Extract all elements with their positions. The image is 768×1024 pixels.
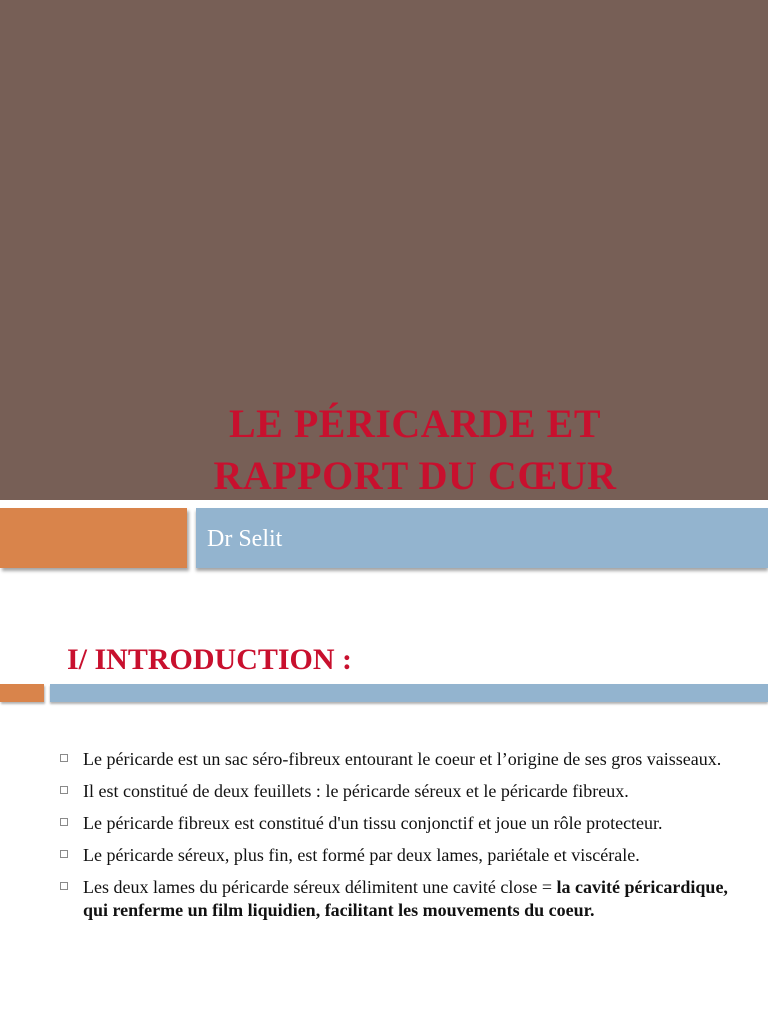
- hollow-square-bullet-icon: [60, 882, 68, 890]
- hollow-square-bullet-icon: [60, 786, 68, 794]
- list-item-text: Le péricarde séreux, plus fin, est formé par deux lames, pariétale et viscérale.: [83, 845, 640, 865]
- slide-title: [150, 398, 680, 502]
- list-item: [58, 748, 748, 771]
- list-item-text: Il est constitué de deux feuillets : le péricarde séreux et le péricarde fibreux.: [83, 781, 629, 801]
- orange-accent-bar: [0, 508, 187, 568]
- list-item-bold-text: la cavité péricardique, qui renferme un film liquidien, facilitant les mouvements du coeur.: [83, 877, 728, 920]
- list-item: [58, 780, 748, 803]
- slide-subtitle-author: Dr Selit: [207, 526, 283, 552]
- content-slide: [0, 578, 768, 1024]
- list-item: [58, 876, 748, 922]
- bullet-list: [58, 748, 748, 931]
- slide-title-line-2: RAPPORT DU CŒUR: [213, 453, 617, 498]
- section-heading: I/ INTRODUCTION :: [67, 643, 353, 676]
- hollow-square-bullet-icon: [60, 818, 68, 826]
- list-item-text: Les deux lames du péricarde séreux délimitent une cavité close =: [83, 877, 557, 897]
- hollow-square-bullet-icon: [60, 850, 68, 858]
- list-item: [58, 844, 748, 867]
- hollow-square-bullet-icon: [60, 754, 68, 762]
- list-item: [58, 812, 748, 835]
- orange-accent-bar-small: [0, 684, 44, 702]
- list-item-text: Le péricarde fibreux est constitué d'un tissu conjonctif et joue un rôle protecteur.: [83, 813, 663, 833]
- blue-divider-bar: [50, 684, 768, 702]
- slide-title-line-1: LE PÉRICARDE ET: [228, 401, 601, 446]
- list-item-text: Le péricarde est un sac séro-fibreux entourant le coeur et l’origine de ses gros vaisseaux.: [83, 749, 722, 769]
